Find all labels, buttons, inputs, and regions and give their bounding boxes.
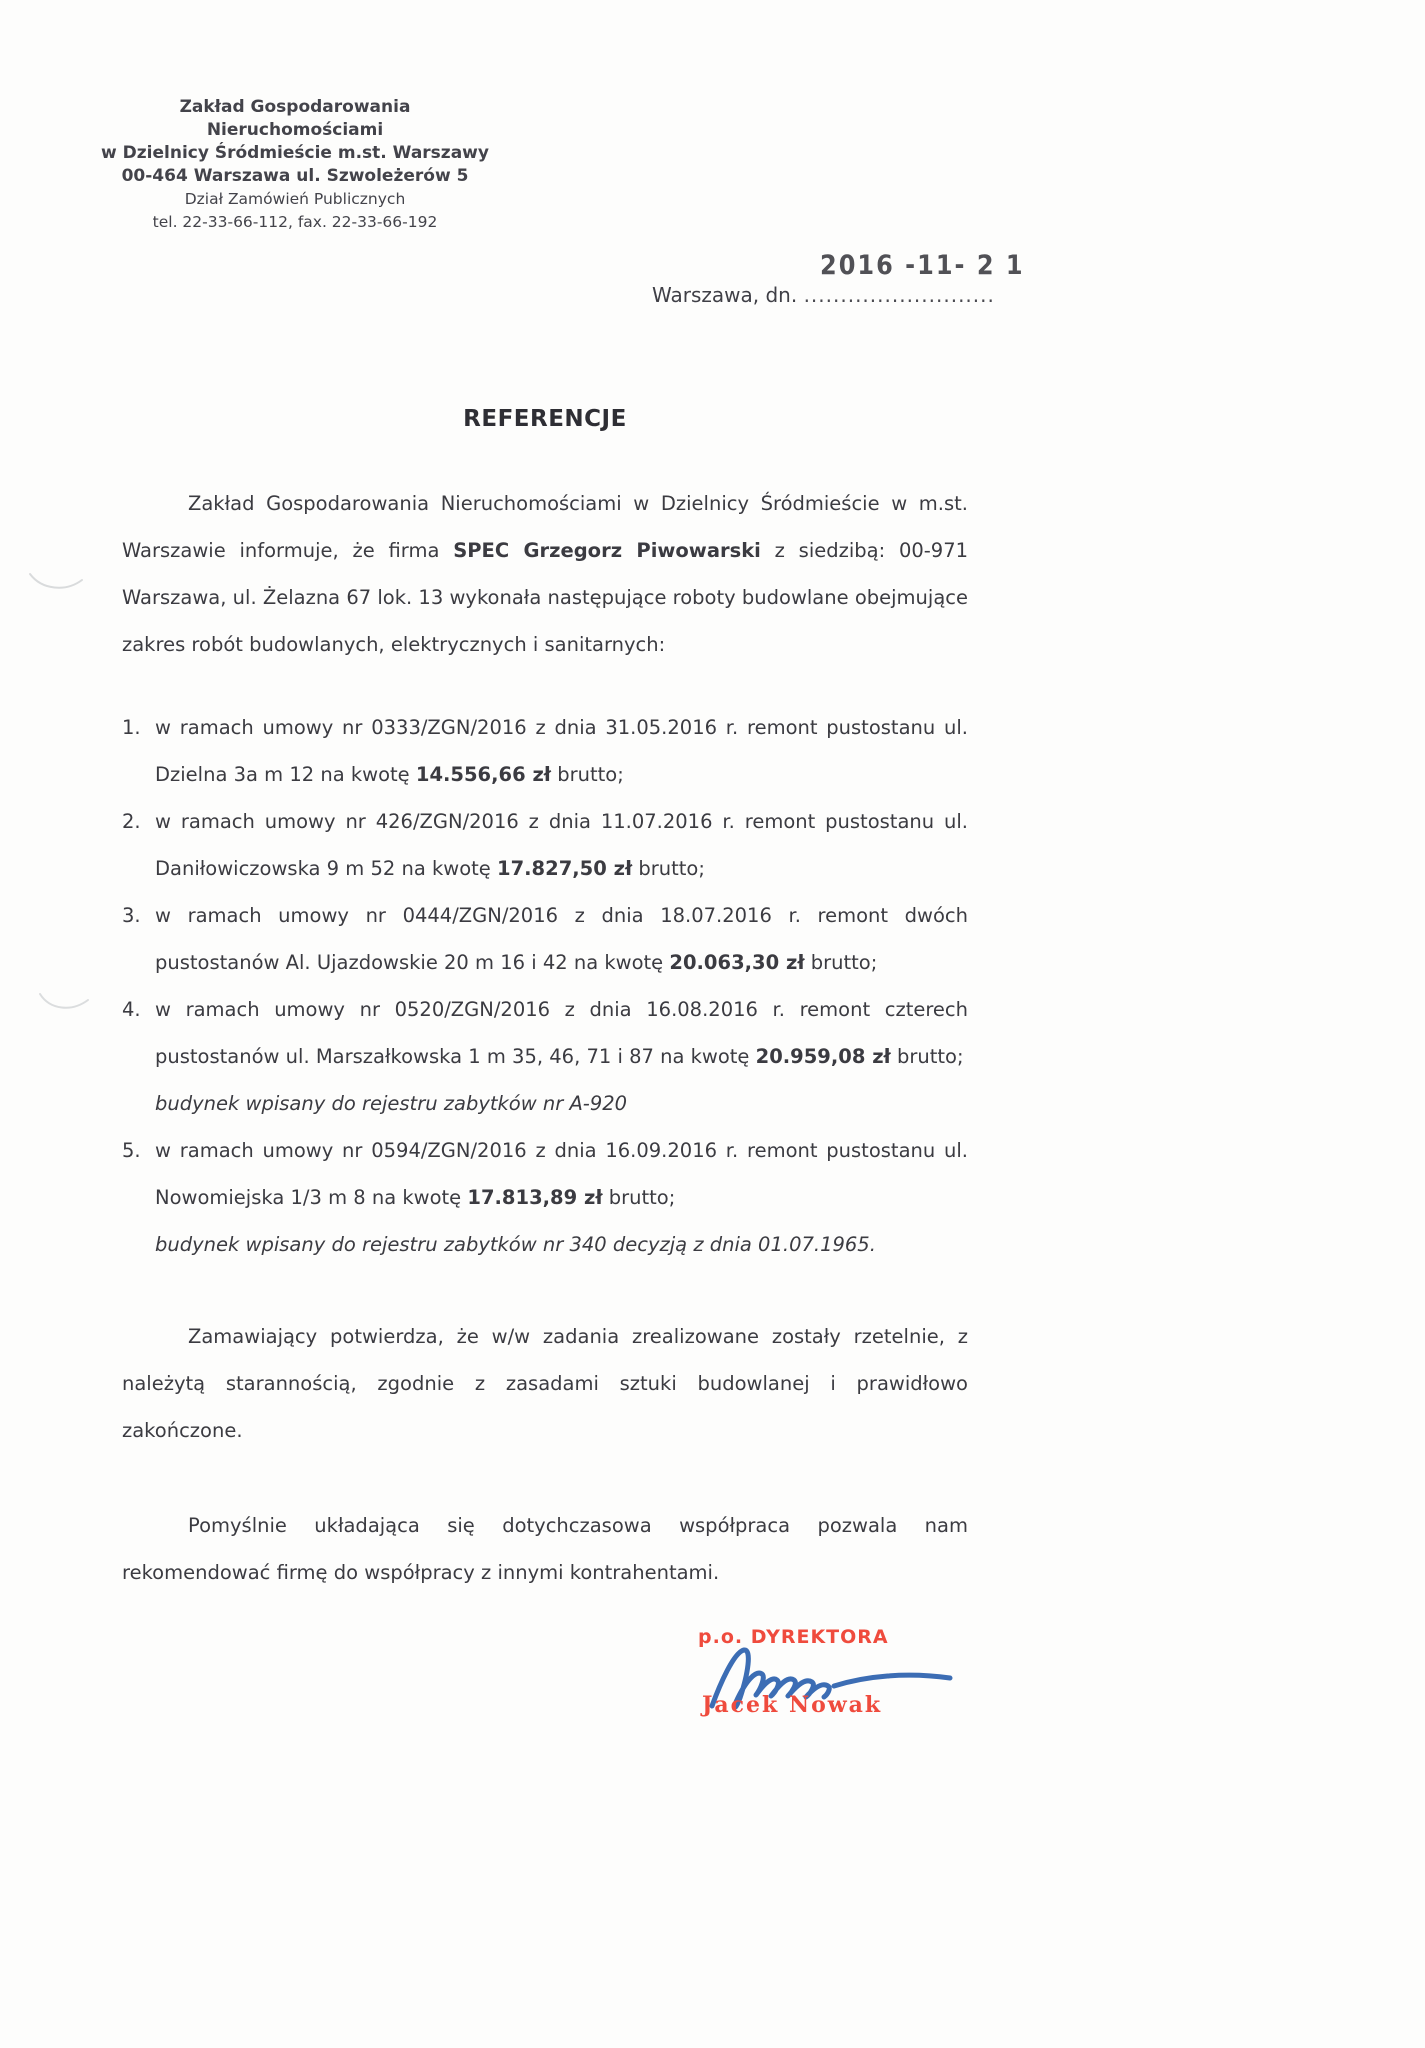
letterhead-department: Dział Zamówień Publicznych — [184, 190, 406, 208]
item-text-after: brutto; — [804, 951, 878, 974]
company-name: SPEC Grzegorz Piwowarski — [453, 539, 761, 562]
item-number: 3. — [122, 904, 141, 927]
work-item-5 — [122, 1127, 968, 1268]
date-stamp: 2016 -11- 2 1 — [820, 249, 1025, 281]
dateline-dots: .......................... — [803, 283, 995, 307]
letterhead-org-line1: Zakład Gospodarowania Nieruchomościami — [179, 97, 411, 140]
item-text-after: brutto; — [551, 763, 624, 786]
intro-text-after: z siedzibą: 00-971 Warszawa, ul. Żelazna 67 lok. 13 wykonała następujące roboty budowlane obejmujące zakres robót budowlanych, elektrycznych i sanitarnych: — [122, 539, 969, 656]
item-amount: 20.063,30 zł — [669, 951, 805, 974]
item-amount: 17.827,50 zł — [497, 857, 633, 880]
closing-paragraph-1: Zamawiający potwierdza, że w/w zadania zrealizowane zostały rzetelnie, z należytą starannością, zgodnie z zasadami sztuki budowlanej i prawidłowo zakończone. — [122, 1325, 968, 1442]
item-text: w ramach umowy nr 0594/ZGN/2016 z dnia 16.09.2016 r. remont pustostanu ul. Nowomiejska 1/3 m 8 na kwotę — [155, 1139, 968, 1209]
letterhead — [100, 96, 490, 234]
name-stamp: Jacek Nowak — [702, 1692, 883, 1718]
item-text-after: brutto; — [890, 1045, 964, 1068]
role-stamp: p.o. DYREKTORA — [698, 1626, 889, 1648]
document-body — [122, 480, 968, 1596]
item-amount: 17.813,89 zł — [467, 1186, 603, 1209]
letterhead-phone-fax: tel. 22-33-66-112, fax. 22-33-66-192 — [152, 213, 438, 231]
item-text-after: brutto; — [602, 1186, 676, 1209]
scan-artifact — [28, 568, 84, 594]
item-amount: 20.959,08 zł — [755, 1045, 891, 1068]
item-text: w ramach umowy nr 0520/ZGN/2016 z dnia 16.08.2016 r. remont czterech pustostanów ul. Marszałkowska 1 m 35, 46, 71 i 87 na kwotę — [155, 998, 968, 1068]
signature-block — [698, 1626, 998, 1718]
item-amount: 14.556,66 zł — [415, 763, 552, 786]
item-number: 2. — [122, 810, 141, 833]
dateline-label: Warszawa, dn. — [652, 283, 804, 307]
item-number: 1. — [122, 716, 141, 739]
work-item-1 — [122, 704, 968, 798]
item-text: w ramach umowy nr 426/ZGN/2016 z dnia 11.07.2016 r. remont pustostanu ul. Daniłowiczowska 9 m 52 na kwotę — [155, 810, 968, 880]
item-note-heritage-register: budynek wpisany do rejestru zabytków nr 340 decyzją z dnia 01.07.1965. — [155, 1233, 876, 1256]
item-text: w ramach umowy nr 0333/ZGN/2016 z dnia 31.05.2016 r. remont pustostanu ul. Dzielna 3a m 12 na kwotę — [155, 716, 968, 786]
dateline — [652, 249, 1025, 307]
item-number: 4. — [122, 998, 141, 1021]
work-items-list — [122, 704, 968, 1268]
intro-text-before: Zakład Gospodarowania Nieruchomościami w Dzielnicy Śródmieście w m.st. Warszawie informuje, że firma — [122, 492, 968, 562]
item-text-after: brutto; — [632, 857, 705, 880]
work-item-2 — [122, 798, 968, 892]
closing-paragraph-2: Pomyślnie układająca się dotychczasowa współpraca pozwala nam rekomendować firmę do współpracy z innymi kontrahentami. — [122, 1514, 968, 1584]
item-text: w ramach umowy nr 0444/ZGN/2016 z dnia 18.07.2016 r. remont dwóch pustostanów Al. Ujazdowskie 20 m 16 i 42 na kwotę — [155, 904, 968, 974]
work-item-3 — [122, 892, 968, 986]
work-item-4 — [122, 986, 968, 1127]
intro-paragraph — [122, 480, 968, 668]
scan-artifact — [38, 990, 90, 1014]
item-note-heritage-register: budynek wpisany do rejestru zabytków nr A-920 — [155, 1092, 628, 1115]
item-number: 5. — [122, 1139, 141, 1162]
page-title: REFERENCJE — [463, 406, 627, 432]
letterhead-org-line2: w Dzielnicy Śródmieście m.st. Warszawy — [101, 143, 489, 163]
letterhead-org-line3: 00-464 Warszawa ul. Szwoleżerów 5 — [121, 166, 469, 186]
